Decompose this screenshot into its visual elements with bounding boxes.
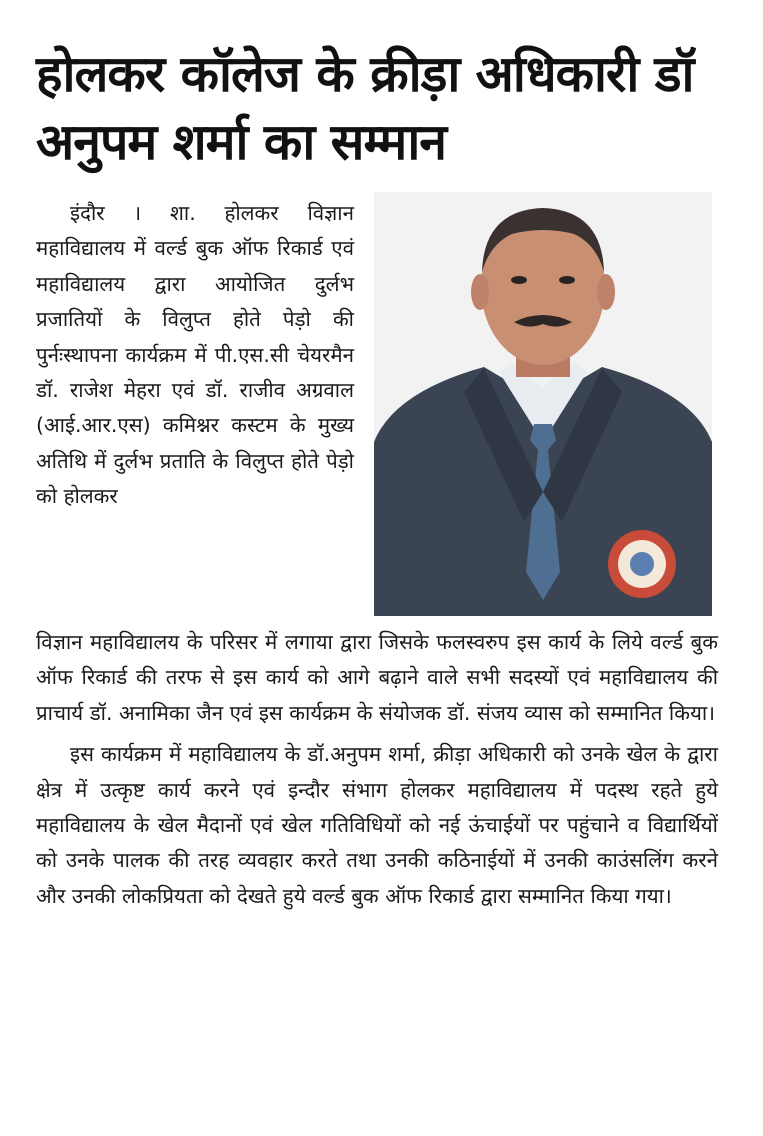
headline-line-2: अनुपम शर्मा का सम्मान (36, 113, 447, 171)
paragraph-2: इस कार्यक्रम में महाविद्यालय के डॉ.अनुपम शर्मा, क्रीड़ा अधिकारी को उनके खेल के द्वारा क्षेत्र में उत्कृष्ट कार्य करने एवं इन्दौर संभाग होलकर महाविद्यालय में पदस्थ रहते हुये महाविद्यालय के खेल मैदानों एवं खेल गतिविधियों को नई ऊंचाईयों पर पहुंचाने व विद्यार्थियों को उनके पालक की तरह व्यवहार करते तथा उनकी कठिनाईयों में उनकी काउंसलिंग करने और उनकी लोकप्रियता को देखते हुये वर्ल्ड बुक ऑफ रिकार्ड द्वारा सम्मानित किया गया। (36, 742, 718, 908)
paragraph-1-continued: विज्ञान महाविद्यालय के परिसर में लगाया द्वारा जिसके फलस्वरुप इस कार्य के लिये वर्ल्ड बुक ऑफ रिकार्ड की तरफ से इस कार्य को आगे बढ़ाने वाले सभी सदस्यों एवं महाविद्यालय की प्राचार्य डॉ. अनामिका जैन एवं इस कार्यक्रम के संयोजक डॉ. संजय व्यास को सम्मानित किया। (36, 630, 718, 725)
headline-line-1: होलकर कॉलेज के क्रीड़ा अधिकारी डॉ (36, 45, 694, 103)
portrait-illustration (374, 192, 712, 616)
paragraph-1-column: इंदौर । शा. होलकर विज्ञान महाविद्यालय में वर्ल्ड बुक ऑफ रिकार्ड एवं महाविद्यालय द्वारा आयोजित दुर्लभ प्रजातियों के विलुप्त होते पेड़ो की पुर्नःस्थापना कार्यक्रम में पी.एस.सी चेयरमैन डॉ. राजेश मेहरा एवं डॉ. राजीव अग्रवाल (आई.आर.एस) कमिश्नर कस्टम के मुख्य अतिथि में दुर्लभ प्रताति के विलुप्त होते पेड़ो को होलकर (36, 201, 354, 509)
article-full-width-text (36, 625, 718, 914)
headline (36, 40, 736, 176)
portrait-photo (374, 192, 712, 616)
article-column-text (36, 196, 354, 515)
